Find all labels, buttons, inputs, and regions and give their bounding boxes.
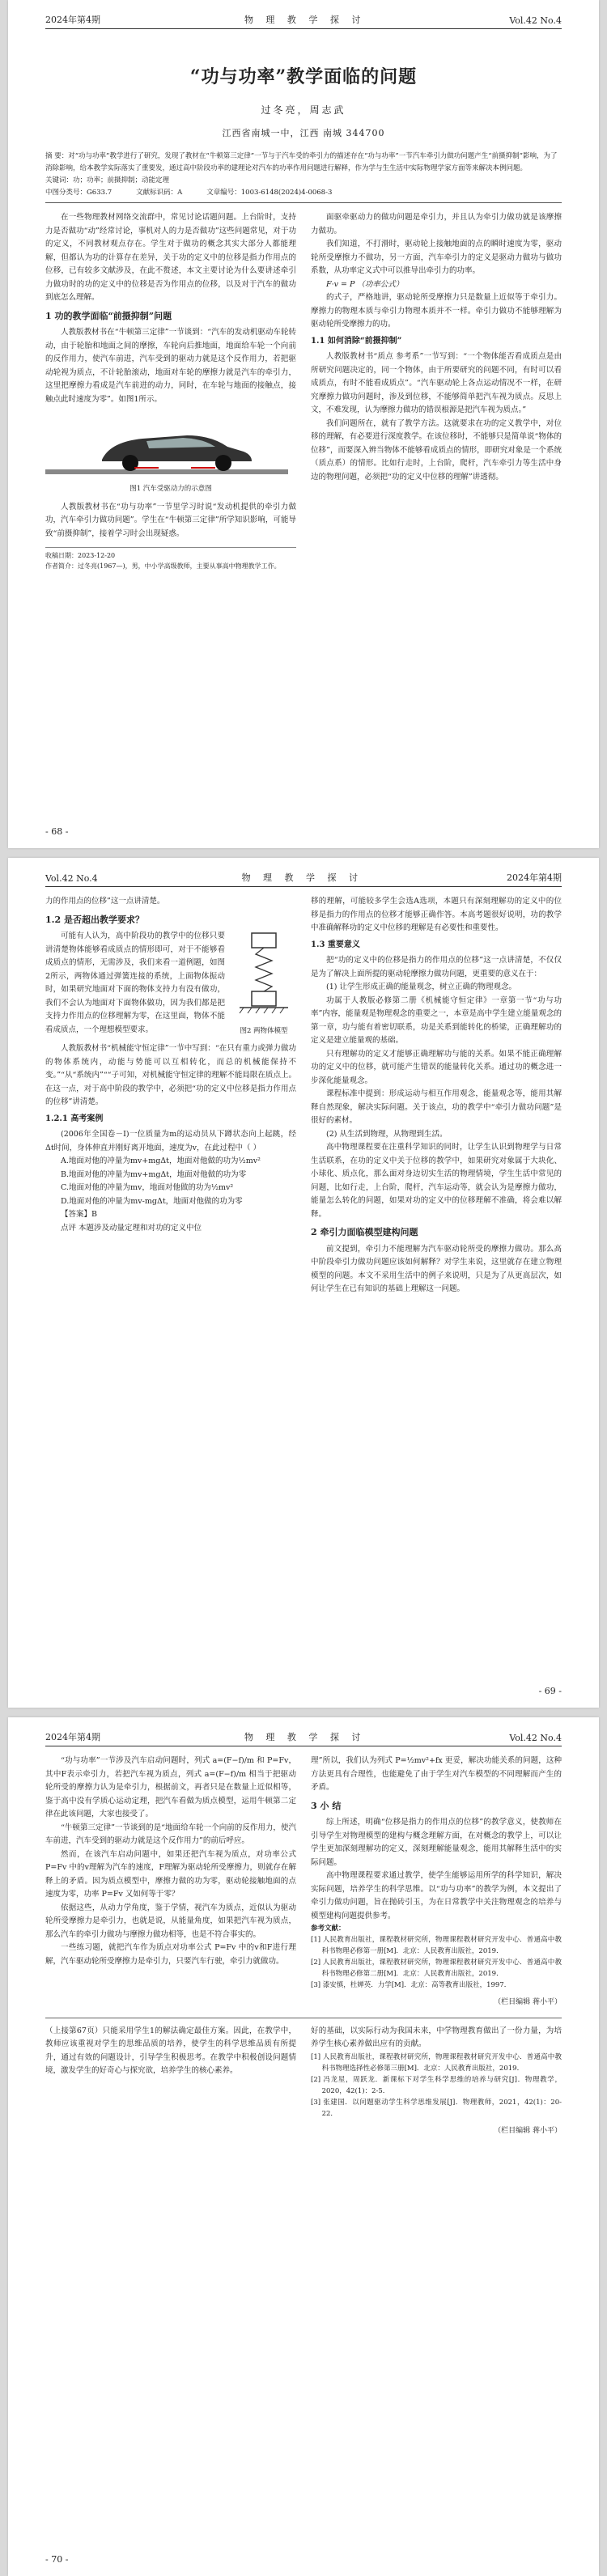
paragraph: （上接第67页）只能采用学生1的解法确定最佳方案。因此，在教学中，教师应该重视对学生的思维品质的培养，使学生的科学思维品质有所提升，通过有效的问题设计，引导学生积极思考。在教学中积极创设问题情境，激发学生的好奇心与探究欲，培养学生的核心素养。: [45, 2026, 296, 2075]
classification-meta: [45, 187, 562, 203]
paragraph: 可能有人认为，高中阶段功的教学中的位移只要讲清楚物体能够看成质点的情形即可，对于不能够看成质点的情形，无需涉及，我们来看一道例题，如图2所示，两物体通过弹簧连接的系统，上面物体振动时，如果研究地面对下面的物体支持力有没有做功，我们不会认为地面对下面物体做功，因为我们都是把支持力作用点的位移理解为零，在这里面，物体不能看成质点，一个理想模型要求。: [45, 932, 225, 1034]
clc-number: 中图分类号：G633.7: [45, 189, 112, 197]
paragraph: 移的理解，可能较多学生会选A选项，本题只有深刻理解功的定义中的位移是指力的作用点的位移才能够正确作答。本高考题很好说明，功的教学中准确解释功的定义中位移的理解是有必要性和重要性。: [311, 897, 562, 932]
article-number: 文章编号：1003-6148(2024)4-0068-3: [206, 189, 333, 197]
paragraph: 只有理解功的定义才能够正确理解功与能的关系。如果不能正确理解功的定义中的位移，就可能产生错误的能量转化关系。通过功的概念进一步深化能量观念。: [311, 1049, 562, 1085]
option-a: A.地面对他的冲量为mv+mgΔt，地面对他做的功为½mv²: [61, 1156, 261, 1165]
header-volume: Vol.42 No.4: [509, 1733, 562, 1743]
page-number: - 70 -: [45, 2554, 69, 2565]
paragraph: 人教版教材书“质点 参考系”一节写到：“一个物体能否看成质点是由所研究问题决定的，同一个物体，由于所要研究的问题不同，有时可以看成质点，有时不能看成质点”。“汽车驱动轮上各点运动情况不一样，在研究摩擦力做功问题时，渗及到位移，不能够简单把汽车视为质点。反思上文，不难发现，认为摩擦力做功的错误根源是把汽车视为质点。”: [311, 352, 562, 414]
page-3: [8, 1717, 599, 2576]
column-left: [45, 895, 296, 1296]
header-journal: 物 理 教 学 探 讨: [244, 1732, 366, 1742]
column-right: [311, 2025, 562, 2138]
page-number: - 69 -: [538, 1686, 562, 1696]
paragraph: 力的作用点的位移”这一点讲清楚。: [45, 897, 165, 906]
reference-item: [1] 人民教育出版社，课程教材研究所，物理课程教材研究开发中心．普通高中教科书物理必修第一册[M]．北京：人民教育出版社，2019．: [311, 1936, 562, 1955]
paragraph: 综上所述，明确“位移是指力的作用点的位移”的教学意义，使教师在引导学生对物理模型的建构与概念理解方面，在对概念的教学上，可以让学生更加深刻理解功的定义，深刻理解能量观念，能用其解释生活中的实际问题。: [311, 1818, 562, 1867]
section-heading: 1 功的教学面临“前摄抑制”问题: [45, 310, 172, 321]
spring-illustration: [236, 930, 292, 1019]
section-heading: 2 牵引力面临模型建构问题: [311, 1227, 418, 1237]
subsection-heading: 1.2.1 高考案例: [45, 1114, 104, 1123]
header-journal: 物 理 教 学 探 讨: [244, 15, 366, 25]
paragraph: 人教版教材书“机械能守恒定律”一节中写到：“在只有重力或弹力做功的物体系统内，动能与势能可以互相转化，而总的机械能保持不变。”“从“系统内”““子可知，对机械能守恒定律的理解不能局限在质点上。在这一点，对于高中阶段的教学中，必须把“功的定义中位移是指力作用点的位移”讲清楚。: [45, 1044, 296, 1106]
subsection-heading: 1.1 如何消除“前摄抑制”: [311, 336, 402, 346]
column-left: [45, 211, 296, 571]
option-c: C.地面对他的冲量为mv，地面对他做的功为½mv²: [61, 1183, 234, 1192]
reference-item: [2] 冯龙星，周跃龙．新课标下对学生科学思维的培养与研究[J]．物理教学，2020，42(1)：2-5．: [311, 2075, 562, 2095]
answer: 【答案】B: [61, 1210, 97, 1219]
affiliation: 江西省南城一中，江西 南城 344700: [222, 128, 385, 138]
running-header: [45, 1729, 562, 1746]
running-header: [45, 869, 562, 887]
references-title: 参考文献：: [311, 1925, 346, 1933]
column-left: [45, 2025, 296, 2138]
reference-item: [3] 漆安慎，杜婵英．力学[M]．北京：高等教育出版社，1997．: [311, 1981, 511, 1989]
paragraph: 功属于人教版必修第二册《机械能守恒定律》一章第一节“功与功率”内容，能量观是物理观念的重要之一，本章是高中学生建立能量观念的第一章，功与能有着密切联系，功是关系到能转化的桥梁，正确理解功的定义是建立能量观的基础。: [311, 995, 562, 1045]
paragraph: 高中物理课程要在注重科学知识的同时，让学生认识到物理学与日常生活联系，在功的定义中关于位移的教学中，如果研究对象属于大块化、小球化、质点化，那么面对身边切实生活的物理情境，学生生活中常见的问题，比如行走，上台阶，爬杆，汽车运动等，就会认为是摩擦力做功，能量怎么转化的问题，如果对功的定义中的位移理解不准确，将会难以解释。: [311, 1143, 562, 1219]
reference-item: [1] 人民教育出版社，课程教材研究所，物理课程教材研究开发中心．普通高中教科书物理选择性必修第三册[M]．北京：人民教育出版社，2019．: [311, 2052, 562, 2073]
section-heading: 1.2 是否超出教学要求？: [45, 914, 144, 925]
running-header: [45, 11, 562, 29]
continued-article: [45, 2018, 562, 2138]
car-illustration: [45, 411, 288, 481]
column-left: [45, 1755, 296, 2009]
paragraph: 好的基础，以实际行动为我国未来，中学物理教育做出了一份力量，为培养学生核心素养做出应有的贡献。: [311, 2026, 562, 2048]
column-right: [311, 211, 562, 571]
editor-note: （栏目编辑 蒋小平）: [494, 1998, 562, 2006]
section-heading: 3 小 结: [311, 1800, 342, 1811]
footnote: 收稿日期：2023-12-20 作者简介：过冬亮(1967—)，男，中小学高级教师，主要从事高中物理教学工作。: [45, 547, 296, 571]
keywords: 关键词：功；功率；前摄抑制；动能定理: [45, 176, 170, 185]
header-volume: Vol.42 No.4: [45, 873, 98, 884]
abstract: 摘 要：对“功与功率”教学进行了研究，发现了教材在“牛顿第三定律”一节与于汽车受的牵引力的描述存在“功与功率”一节汽车牵引力做功问题产生“前摄抑制”影响，为了消除影响，给本教学实际落实了重要发，通过高中阶段功率的建理论对汽车的功率作用问题进行解释，作为学与生生活中实际物理学家方面等来解决本例问题。: [45, 152, 558, 172]
paragraph: 把“功的定义中的位移是指力的作用点的位移”这一点讲清楚，不仅仅是为了解决上面所提的驱动轮摩擦力做功问题，更重要的意义在于：: [311, 956, 562, 978]
paragraph: 在一些物理教材网络交流群中，常见讨论话题问题。上台阶时，支持力是否做功“动”经常讨论，事机对人的力是否做功”这些问题常见，对于功的定义，不同教材观点存在。学生对于做功的概念其实大部分人都能理解，但都认为功的计算存在差异，关于功的定义中的位移是指力作用点的位移，已有较多文献涉及，在此不赘述，本文主要讨论为什么要讲述牵引力做功时的功的定义中的位移是否为作用点的位移，以及对于汽车的做功到底怎么理解。: [45, 213, 296, 302]
paragraph: (2) 从生活到物理，从物理到生活。: [326, 1129, 448, 1139]
paragraph: 面驱牵驱动力的做功问题是牵引力，并且认为牵引力做功就是该摩擦力做功。: [311, 213, 562, 236]
paragraph: 然而，在该汽车启动问题中，如果还把汽车视为质点，对功率公式 P=Fv 中的v理解为汽车的速度，F理解为驱动轮所受摩擦力，则就存在解释上的矛盾。因为质点模型中，摩擦力做的功为零，驱动轮接触地面的点速度为零，功率 P=Fv 又如何等于零？: [45, 1849, 296, 1899]
paragraph: 前文提到，牵引力不能理解为汽车驱动轮所受的摩擦力做功。那么高中阶段牵引力做功问题应该如何解释？对学生来说，这里就存在建立物理模型的问题。本文不采用生活中的例子来说明，只是为了从更高层次，如何让学生在已有知识的基础上理解这一问题。: [311, 1244, 562, 1293]
column-right: [311, 1755, 562, 2009]
paragraph: 的式子，严格地讲，驱动轮所受摩擦力只是数量上近似等于牵引力。摩擦力的物理本质与牵引力物理本质并不一样。牵引力做功不能够理解为驱动轮所受摩擦力的功。: [311, 293, 562, 329]
subsection-heading: 1.3 重要意义: [311, 940, 360, 949]
paragraph: 高中物理课程要求通过教学，使学生能够运用所学的科学知识，解决实际问题，培养学生的科学思维。以“功与功率”的教学为例，本文提出了牵引力做功问题，旨在抛砖引玉，为在日常教学中关注物理观念的培养与模型建构问题提供参考。: [311, 1871, 562, 1920]
header-issue: 2024年第4期: [506, 872, 562, 883]
paragraph: (2006年全国卷－I)一位质量为m的运动员从下蹲状态向上起跳，经Δt时间，身体伸直并刚好离开地面，速度为v，在此过程中（ ）: [45, 1130, 296, 1152]
paragraph: 人教版教材书在“牛顿第三定律”一节谈到：“汽车的发动机驱动车轮转动，由于轮胎和地面之间的摩擦，车轮向后推地面，地面给车轮一个向前的反作用力，使汽车前进，汽车受到的驱动力就是这个反作用力，若把驱动轮视为质点，不计轮胎滚动，地面对车轮的摩擦力就是汽车的牵引力，这里把摩擦力看成是汽车前进的动力，同时，在车轮与地面的接触点，接触点此时速度为零”。如图1所示。: [45, 328, 296, 404]
option-d: D.地面对他的冲量为mv-mgΔt，地面对他做的功为零: [61, 1196, 243, 1206]
paragraph: 人教版教材书在“功与功率”一节里学习时说“发动机提供的牵引力做功，汽车牵引力做功问题”。学生在“牛顿第三定律”所学知识影响，可能导致“前摄抑制”，接着学习时会出现疑惑。: [45, 502, 296, 538]
document-code: 文献标识码：A: [136, 189, 183, 197]
editor-note: （栏目编辑 蒋小平）: [494, 2126, 562, 2135]
paragraph: 依据这些，从动力学角度，鉴于学情，视汽车为质点，近似认为驱动轮所受摩擦力是牵引力，也就是说，从能量角度，如果把汽车视为质点，那么汽车的牵引力做功与摩擦力做功相等，也是不符合事实的。: [45, 1903, 296, 1939]
paragraph: 我们知道，不打滑时，驱动轮上接触地面的点的瞬时速度为零，驱动轮所受摩擦力不做功，另一方面，汽车牵引力的定义是驱动力做功与做功系数，从功率定义式中可以推导出牵引力的功率。: [311, 240, 562, 275]
reference-item: [2] 人民教育出版社，课程教材研究所，物理课程教材研究开发中心．普通高中教科书物理必修第二册[M]．北京：人民教育出版社，2019．: [311, 1959, 562, 1978]
paragraph: (1) 让学生形成正确的能量观念，树立正确的物理观念。: [326, 982, 516, 991]
paragraph: “牛顿第三定律”一节谈到的是“地面给车轮一个向前的反作用力，使汽车前进，汽车受到的驱动力就是这个反作用力”的前后呼应。: [45, 1823, 296, 1845]
figure-caption: 图2 两物体模型: [240, 1026, 288, 1035]
figure-caption: 图1 汽车受驱动力的示意图: [129, 485, 212, 493]
paragraph: 一些练习题，就把汽车作为质点对功率公式 P=Fv 中的v和F进行理解，汽车驱动轮所受摩擦力是牵引力，只要汽车行驶，牵引力就做功。: [45, 1943, 296, 1966]
references: [311, 2052, 562, 2120]
paragraph: 课程标准中提到：形成运动与相互作用观念，能量观念等，能用其解释自然现象，解决实际问题。关于该点，功的教学中“牵引力做功问题”是很好的素材。: [311, 1089, 562, 1125]
option-b: B.地面对他的冲量为mv+mgΔt，地面对他做的功为零: [61, 1169, 247, 1179]
author-line: 过冬亮，周志武: [261, 104, 346, 116]
reference-item: [3] 张建国．以问题驱动学生科学思维发展[J]．物理教师，2021，42(1)：20-22．: [311, 2098, 562, 2118]
paragraph: 我们问题所在，就有了教学方法。这就要求在功的定义教学中，对位移的理解，有必要进行深度教学。在该位移时，不能够只是简单说“物体的位移”，而要深入辨当物体不能够看成质点的情形，即研究对象是一个系统（质点系）的情形。比如行走时，上台阶，爬杆，汽车牵引力等生活中身边的物理问题，必须把“功的定义中位移的理解”讲透彻。: [311, 418, 562, 482]
references: [311, 1923, 562, 1991]
article-title: “功与功率”教学面临的问题: [189, 66, 418, 87]
figure-car: [45, 411, 296, 481]
header-journal: 物 理 教 学 探 讨: [241, 872, 363, 883]
page-number: - 68 -: [45, 826, 69, 837]
header-issue: 2024年第4期: [45, 1732, 100, 1742]
comment: 点评 本题涉及动量定理和对功的定义中位: [61, 1223, 202, 1233]
header-issue: 2024年第4期: [45, 15, 100, 25]
page-1: [8, 0, 599, 848]
paragraph: 理”所以，我们认为列式 P=½mv²+fx 更妥，解决功能关系的问题，这种方法更具有合理性，也能避免了由于学生对汽车模型的不同理解而产生的矛盾。: [311, 1756, 562, 1792]
formula: F·v = P （功率公式）: [326, 279, 404, 289]
figure-spring: [231, 930, 296, 1042]
paragraph: “功与功率”一节涉及汽车启动问题时，列式 a=(F−f)/m 和 P=Fv，其中F表示牵引力，若把汽车视为质点，列式 a=(F−f)/m 相当于把驱动轮所受的摩擦力认为是牵引力，根据前文，再者只是在数量上近似相等，鉴于高中没有学质心运动定理，把汽车看做为质点模型，运用牛顿第二定律在此该问题，大家也接受了。: [45, 1756, 296, 1818]
page-2: [8, 858, 599, 1708]
column-right: [311, 895, 562, 1296]
header-volume: Vol.42 No.4: [509, 15, 562, 26]
